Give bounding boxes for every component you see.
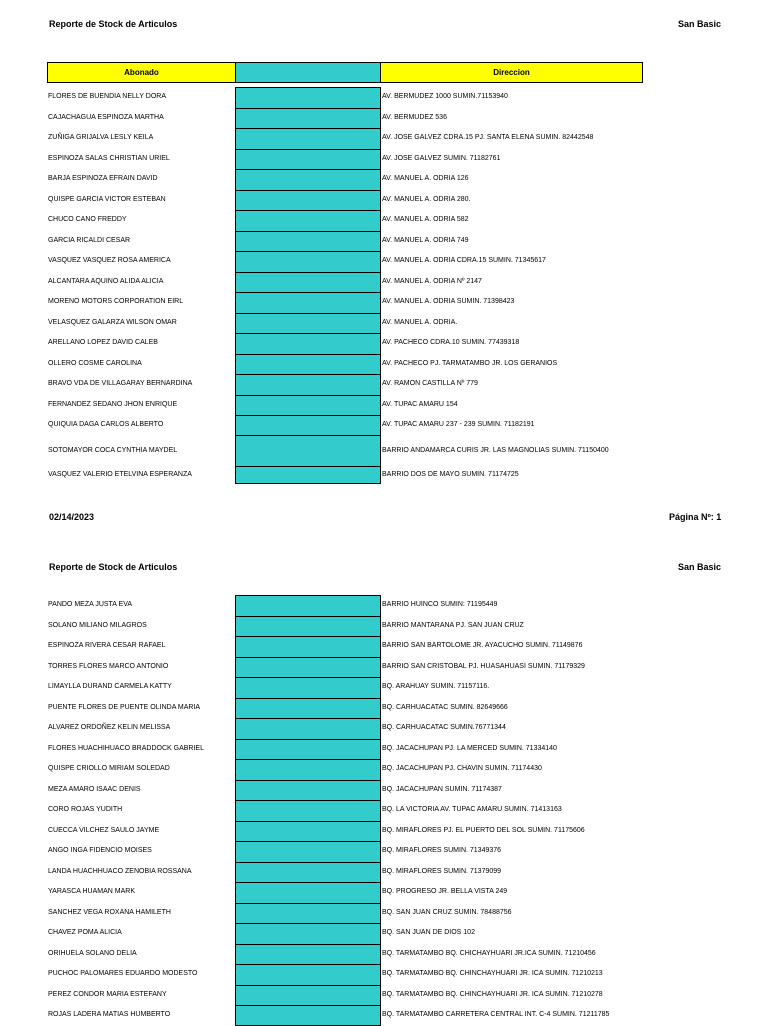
row-abonado: ESPINOZA SALAS CHRISTIAN URIEL	[48, 154, 170, 162]
row-abonado: ALVAREZ ORDOÑEZ KELIN MELISSA	[48, 724, 171, 732]
report-title: Reporte de Stock de Articulos	[49, 19, 178, 29]
row-cell-blank	[235, 657, 381, 678]
report-title-page2: Reporte de Stock de Articulos	[49, 562, 178, 572]
row-direccion: BARRIO SAN CRISTOBAL PJ. HUASAHUASI SUMIN. 71179329	[382, 662, 585, 670]
row-cell-blank	[235, 1005, 381, 1026]
row-direccion: BARRIO MANTARANA PJ. SAN JUAN CRUZ	[382, 621, 524, 629]
row-cell-blank	[235, 415, 381, 436]
company-name: San Basic	[678, 19, 722, 29]
row-direccion: BQ. MIRAFLORES SUMIN. 71349376	[382, 847, 502, 855]
row-cell-blank	[235, 964, 381, 985]
row-cell-blank	[235, 87, 381, 108]
row-cell-blank	[235, 169, 381, 190]
row-cell-blank	[235, 292, 381, 313]
row-cell-blank	[235, 739, 381, 760]
row-cell-blank	[235, 435, 381, 466]
row-abonado: CHUCO CANO FREDDY	[48, 216, 127, 224]
row-direccion: BQ. JACACHUPAN PJ. LA MERCED SUMIN. 71334140	[382, 744, 557, 752]
row-abonado: ROJAS LADERA MATIAS HUMBERTO	[48, 1011, 171, 1019]
row-abonado: BRAVO VDA DE VILLAGARAY BERNARDINA	[48, 380, 193, 388]
row-abonado: FLORES DE BUENDIA NELLY DORA	[48, 93, 166, 101]
row-direccion: AV. TUPAC AMARU 237 - 239 SUMIN. 71182191	[382, 421, 535, 429]
row-abonado: CUECCA VILCHEZ SAULO JAYME	[48, 826, 160, 834]
row-direccion: BQ. CARHUACATAC SUMIN. 82649666	[382, 703, 508, 711]
row-abonado: VASQUEZ VALERIO ETELVINA ESPERANZA	[48, 471, 192, 478]
row-cell-blank	[235, 882, 381, 903]
row-cell-blank	[235, 677, 381, 698]
row-abonado: ZUÑIGA GRIJALVA LESLY KEILA	[48, 134, 154, 142]
column-header-direccion: Direccion	[380, 62, 643, 83]
row-abonado: CAJACHAGUA ESPINOZA MARTHA	[48, 113, 164, 121]
row-cell-blank	[235, 108, 381, 129]
row-abonado: PUENTE FLORES DE PUENTE OLINDA MARIA	[48, 703, 201, 711]
row-direccion: AV. BERMUDEZ 1000 SUMIN.71153940	[382, 93, 508, 101]
row-abonado: CORO ROJAS YUDITH	[48, 806, 123, 814]
row-cell-blank	[235, 190, 381, 211]
row-direccion: BQ. SAN JUAN DE DIOS 102	[382, 929, 475, 937]
row-direccion: AV. MANUEL A. ODRIA CDRA.15 SUMIN. 71345617	[382, 257, 546, 265]
column-header-blank	[235, 62, 381, 83]
row-cell-blank	[235, 698, 381, 719]
row-cell-blank	[235, 718, 381, 739]
row-direccion: BQ. JACACHUPAN PJ. CHAVIN SUMIN. 71174430	[382, 765, 542, 773]
row-cell-blank	[235, 821, 381, 842]
row-abonado: BARJA ESPINOZA EFRAIN DAVID	[48, 175, 158, 183]
row-cell-blank	[235, 923, 381, 944]
row-abonado: QUIQUIA DAGA CARLOS ALBERTO	[48, 421, 164, 429]
row-abonado: LIMAYLLA DURAND CARMELA KATTY	[48, 683, 172, 691]
row-abonado: PEREZ CONDOR MARIA ESTEFANY	[48, 990, 167, 998]
row-direccion: BQ. CARHUACATAC SUMIN.76771344	[382, 724, 506, 732]
row-cell-blank	[235, 985, 381, 1006]
row-cell-blank	[235, 354, 381, 375]
row-abonado: LANDA HUACHHUACO ZENOBIA ROSSANA	[48, 867, 192, 875]
row-direccion: BQ. MIRAFLORES PJ. EL PUERTO DEL SOL SUMIN. 71175606	[382, 826, 585, 834]
row-abonado: PUCHOC PALOMARES EDUARDO MODESTO	[48, 970, 198, 978]
row-cell-blank	[235, 595, 381, 616]
row-abonado: QUISPE CRIOLLO MIRIAM SOLEDAD	[48, 765, 170, 773]
row-direccion: BARRIO SAN BARTOLOME JR. AYACUCHO SUMIN. 71149876	[382, 642, 583, 650]
row-cell-blank	[235, 149, 381, 170]
row-cell-blank	[235, 636, 381, 657]
row-abonado: ESPINOZA RIVERA CESAR RAFAEL	[48, 642, 166, 650]
row-cell-blank	[235, 903, 381, 924]
row-direccion: BQ. TARMATAMBO BQ. CHICHAYHUARI JR.ICA SUMIN. 71210456	[382, 949, 596, 957]
row-abonado: ARELLANO LOPEZ DAVID CALEB	[48, 339, 158, 347]
row-cell-blank	[235, 944, 381, 965]
row-cell-blank	[235, 759, 381, 780]
row-cell-blank	[235, 251, 381, 272]
row-direccion: AV. MANUEL A. ODRIA.	[382, 318, 458, 326]
row-cell-blank	[235, 313, 381, 334]
row-cell-blank	[235, 466, 381, 484]
row-cell-blank	[235, 616, 381, 637]
row-abonado: ORIHUELA SOLANO DELIA	[48, 949, 137, 957]
row-direccion: BQ. TARMATAMBO CARRETERA CENTRAL INT. C-4 SUMIN. 71211785	[382, 1011, 610, 1019]
row-direccion: BQ. TARMATAMBO BQ. CHINCHAYHUARI JR. ICA SUMIN. 71210213	[382, 970, 603, 978]
row-cell-blank	[235, 333, 381, 354]
row-cell-blank	[235, 128, 381, 149]
row-direccion: AV. JOSE GALVEZ CDRA.15 PJ. SANTA ELENA SUMIN. 82442548	[382, 134, 594, 142]
row-abonado: MORENO MOTORS CORPORATION EIRL	[48, 298, 184, 306]
row-direccion: BQ. PROGRESO JR. BELLA VISTA 249	[382, 888, 508, 896]
row-cell-blank	[235, 862, 381, 883]
row-abonado: MEZA AMARO ISAAC DENIS	[48, 785, 141, 793]
column-header-abonado: Abonado	[47, 62, 236, 83]
report-date: 02/14/2023	[49, 512, 95, 522]
row-abonado: CHAVEZ POMA ALICIA	[48, 929, 122, 937]
row-direccion: AV. MANUEL A. ODRIA 126	[382, 175, 469, 183]
row-direccion: AV. MANUEL A. ODRIA Nº 2147	[382, 277, 482, 285]
row-abonado: TORRES FLORES MARCO ANTONIO	[48, 662, 169, 670]
row-direccion: BQ. LA VICTORIA AV. TUPAC AMARU SUMIN. 71413163	[382, 806, 562, 814]
row-abonado: FERNANDEZ SEDANO JHON ENRIQUE	[48, 400, 178, 408]
row-abonado: ALCANTARA AQUINO ALIDA ALICIA	[48, 277, 164, 285]
row-direccion: AV. JOSE GALVEZ SUMIN. 71182761	[382, 154, 501, 162]
row-cell-blank	[235, 272, 381, 293]
row-cell-blank	[235, 800, 381, 821]
row-abonado: ANGO INGA FIDENCIO MOISES	[48, 847, 152, 855]
row-direccion: AV. RAMON CASTILLA Nº 779	[382, 380, 478, 388]
row-abonado: YARASCA HUAMAN MARK	[48, 888, 135, 896]
row-cell-blank	[235, 374, 381, 395]
row-direccion: BARRIO DOS DE MAYO SUMIN. 71174725	[382, 471, 519, 478]
row-cell-blank	[235, 841, 381, 862]
row-abonado: GARCIA RICALDI CESAR	[48, 236, 131, 244]
row-abonado: SOLANO MILIANO MILAGROS	[48, 621, 147, 629]
row-direccion: BQ. JACACHUPAN SUMIN. 71174387	[382, 785, 502, 793]
row-abonado: VASQUEZ VASQUEZ ROSA AMERICA	[48, 257, 171, 265]
company-name-page2: San Basic	[678, 562, 722, 572]
row-direccion: AV. MANUEL A. ODRIA 582	[382, 216, 469, 224]
row-direccion: AV. PACHECO CDRA.10 SUMIN. 77439318	[382, 339, 520, 347]
row-abonado: OLLERO COSME CAROLINA	[48, 359, 142, 367]
row-cell-blank	[235, 231, 381, 252]
row-abonado: SANCHEZ VEGA ROXANA HAMILETH	[48, 908, 171, 916]
page-number: Página Nº: 1	[669, 512, 722, 522]
row-abonado: VELASQUEZ GALARZA WILSON OMAR	[48, 318, 177, 326]
row-direccion: BQ. ARAHUAY SUMIN. 71157116.	[382, 683, 490, 691]
row-direccion: BQ. TARMATAMBO BQ. CHINCHAYHUARI JR. ICA SUMIN. 71210278	[382, 990, 603, 998]
row-direccion: BARRIO ANDAMARCA CURIS JR. LAS MAGNOLIAS SUMIN. 71150400	[382, 446, 609, 454]
row-direccion: AV. TUPAC AMARU 154	[382, 400, 458, 408]
row-direccion: BQ. SAN JUAN CRUZ SUMIN. 78488756	[382, 908, 512, 916]
row-direccion: BARRIO HUINCO SUMIN: 71195449	[382, 601, 498, 609]
row-direccion: BQ. MIRAFLORES SUMIN. 71379099	[382, 867, 502, 875]
row-direccion: AV. MANUEL A. ODRIA 280.	[382, 195, 471, 203]
row-abonado: FLORES HUACHIHUACO BRADDOCK GABRIEL	[48, 744, 204, 752]
row-direccion: AV. BERMUDEZ 536	[382, 113, 447, 121]
row-direccion: AV. MANUEL A. ODRIA 749	[382, 236, 469, 244]
row-abonado: SOTOMAYOR COCA CYNTHIA MAYDEL	[48, 446, 178, 454]
row-direccion: AV. PACHECO PJ. TARMATAMBO JR. LOS GERANIOS	[382, 359, 558, 367]
row-cell-blank	[235, 395, 381, 416]
row-abonado: QUISPE GARCIA VICTOR ESTEBAN	[48, 195, 166, 203]
row-abonado: PANDO MEZA JUSTA EVA	[48, 601, 133, 609]
row-cell-blank	[235, 780, 381, 801]
row-cell-blank	[235, 210, 381, 231]
row-direccion: AV. MANUEL A. ODRIA SUMIN. 71398423	[382, 298, 515, 306]
